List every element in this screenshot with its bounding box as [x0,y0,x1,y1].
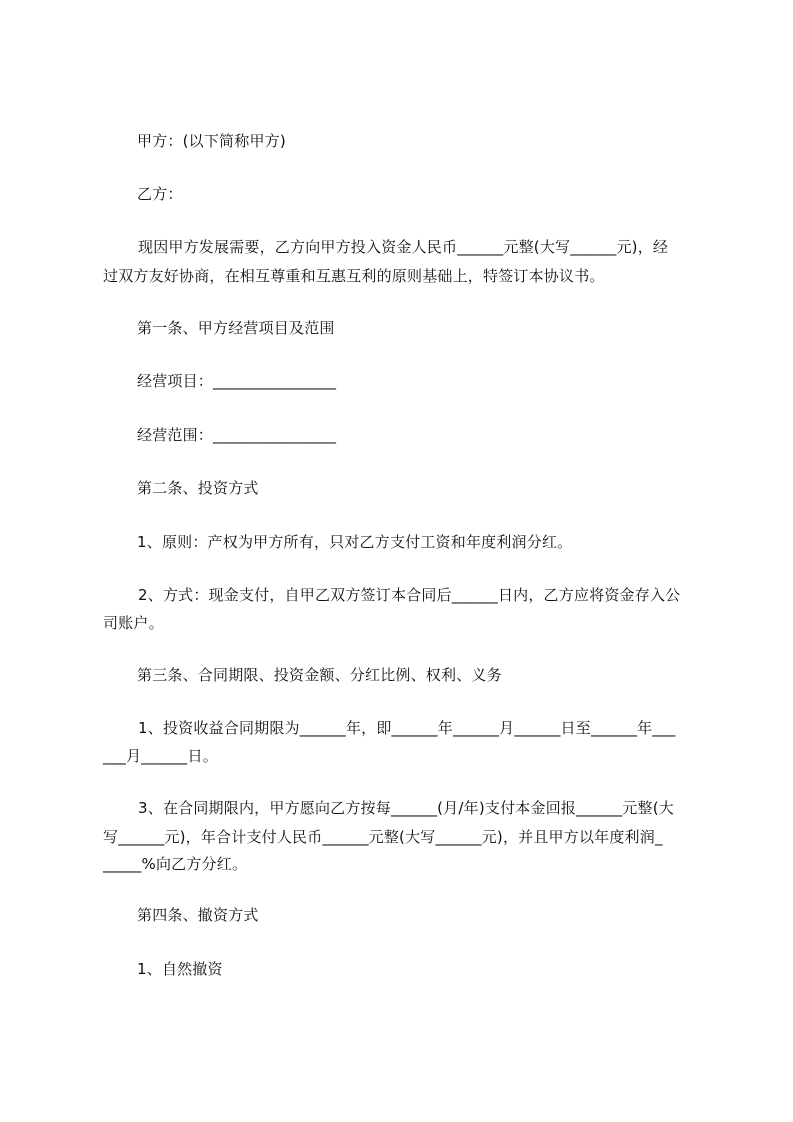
term-clause-line-1: 1、投资收益合同期限为______年，即______年______月______日至______年___ [138,719,676,737]
business-scope-line: 经营范围：________________ [137,426,337,444]
party-a-line: 甲方：(以下简称甲方) [137,132,286,150]
return-clause-line-3: _____%向乙方分红。 [103,855,248,873]
natural-withdrawal-item: 1、自然撤资 [137,960,223,978]
article-4-heading: 第四条、撤资方式 [137,906,259,924]
principle-clause: 1、原则：产权为甲方所有，只对乙方支付工资和年度利润分红。 [137,533,573,551]
article-1-heading: 第一条、甲方经营项目及范围 [137,319,335,337]
return-clause-line-1: 3、在合同期限内，甲方愿向乙方按每______(月/年)支付本金回报______元整(大 [138,799,674,817]
term-clause-line-2: ___月______日。 [103,747,218,765]
preamble-line-2: 过双方友好协商，在相互尊重和互惠互利的原则基础上，特签订本协议书。 [103,267,605,285]
return-clause-line-2: 写______元)，年合计支付人民币______元整(大写______元)，并且甲方以年度利润_ [103,828,663,846]
preamble-line-1: 现因甲方发展需要，乙方向甲方投入资金人民币______元整(大写______元)，经 [138,238,669,256]
business-project-line: 经营项目：________________ [137,372,337,390]
party-b-line: 乙方： [137,185,183,203]
article-3-heading: 第三条、合同期限、投资金额、分红比例、权利、义务 [137,666,502,684]
method-clause-line-1: 2、方式：现金支付，自甲乙双方签订本合同后______日内，乙方应将资金存入公 [138,586,681,604]
article-2-heading: 第二条、投资方式 [137,479,259,497]
method-clause-line-2: 司账户。 [103,614,164,632]
